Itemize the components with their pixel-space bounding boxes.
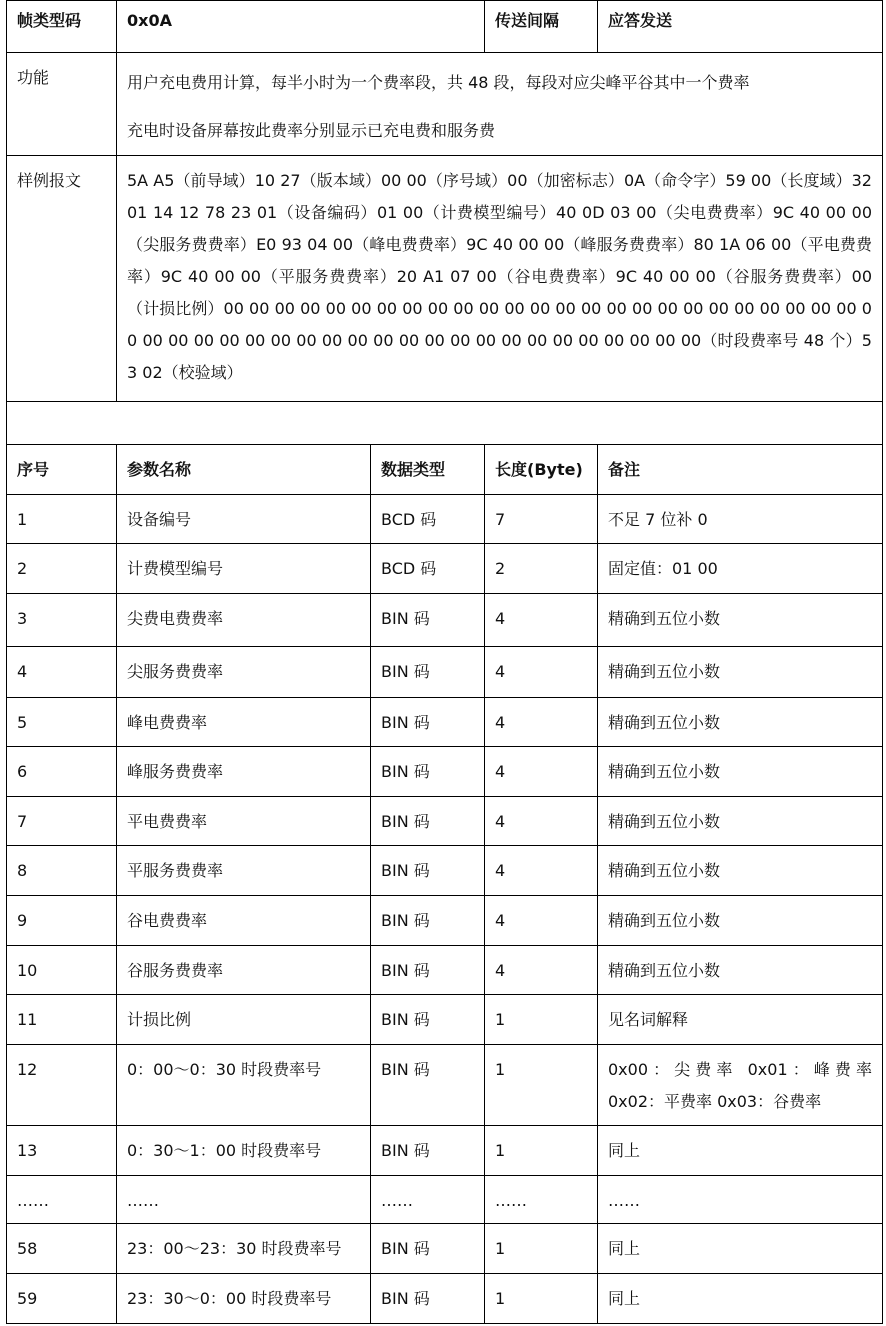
row-param-name: 0：00～0：30 时段费率号 (117, 1045, 371, 1126)
row-index: 8 (7, 846, 117, 896)
row-note: 精确到五位小数 (598, 698, 883, 747)
table-row (7, 647, 883, 698)
table-row (7, 1045, 883, 1126)
table-row (7, 1176, 883, 1224)
row-length: 1 (485, 1274, 598, 1324)
row-param-name: 谷电费费率 (117, 896, 371, 946)
response-label: 应答发送 (598, 1, 883, 53)
row-length: 4 (485, 698, 598, 747)
table-row (7, 544, 883, 594)
table-row (7, 747, 883, 797)
row-note: 不足 7 位补 0 (598, 495, 883, 544)
row-data-type: BIN 码 (371, 1126, 485, 1176)
row-note: 同上 (598, 1274, 883, 1324)
frame-header-row (7, 1, 883, 53)
col-header-name: 参数名称 (117, 445, 371, 495)
row-param-name: 尖费电费费率 (117, 594, 371, 647)
row-index: 9 (7, 896, 117, 946)
row-data-type: BIN 码 (371, 594, 485, 647)
table-row (7, 896, 883, 946)
table-row (7, 797, 883, 846)
table-row (7, 1274, 883, 1324)
row-note: 固定值：01 00 (598, 544, 883, 594)
table-row (7, 495, 883, 544)
row-data-type: BCD 码 (371, 544, 485, 594)
row-index: 4 (7, 647, 117, 698)
row-note: 精确到五位小数 (598, 946, 883, 995)
row-data-type: BIN 码 (371, 698, 485, 747)
row-param-name: 设备编号 (117, 495, 371, 544)
row-index: 11 (7, 995, 117, 1045)
row-param-name: 平电费费率 (117, 797, 371, 846)
row-index: 12 (7, 1045, 117, 1126)
sample-row (7, 156, 883, 402)
spacer-cell (7, 402, 883, 445)
row-data-type: BIN 码 (371, 896, 485, 946)
col-header-type: 数据类型 (371, 445, 485, 495)
row-index: 6 (7, 747, 117, 797)
param-header-row (7, 445, 883, 495)
row-note: 见名词解释 (598, 995, 883, 1045)
row-length: 4 (485, 946, 598, 995)
row-length: 7 (485, 495, 598, 544)
sample-label: 样例报文 (7, 156, 117, 402)
row-data-type: BCD 码 (371, 495, 485, 544)
row-param-name: 峰电费费率 (117, 698, 371, 747)
sample-text: 5A A5（前导域）10 27（版本域）00 00（序号域）00（加密标志）0A（命令字）59 00（长度域）32 01 14 12 78 23 01（设备编码）01 00（计费模型编号）40 0D 03 00（尖电费费率）9C 40 00 00（尖服务费费率）E0 93 04 00（峰电费费率）9C 40 00 00（峰服务费费率）80 1A 06 00（平电费费率）9C 40 00 00（平服务费费率）20 A1 07 00（谷电费费率）9C 40 00 00（谷服务费费率）00（计损比例）00 00 00 00 00 00 00 00 00 00 00 00 00 00 00 00 00 00 00 00 00 00 00 00 00 00 00 00 00 00 00 00 00 00 00 00 00 00 00 00 00 00 00 00 00 00 00 00（时段费率号 48 个）53 02（校验域） (117, 156, 883, 402)
row-note (598, 1045, 883, 1126)
table-row (7, 995, 883, 1045)
row-index: 58 (7, 1224, 117, 1274)
row-length: 4 (485, 797, 598, 846)
frame-type-value: 0x0A (117, 1, 485, 53)
row-index: 1 (7, 495, 117, 544)
row-note: 精确到五位小数 (598, 846, 883, 896)
col-header-index: 序号 (7, 445, 117, 495)
row-param-name: 尖服务费费率 (117, 647, 371, 698)
row-data-type: BIN 码 (371, 797, 485, 846)
row-param-name: …… (117, 1176, 371, 1224)
row-data-type: BIN 码 (371, 946, 485, 995)
row-index: 59 (7, 1274, 117, 1324)
function-content (117, 53, 883, 156)
table-row (7, 846, 883, 896)
row-note: 精确到五位小数 (598, 797, 883, 846)
frame-type-label: 帧类型码 (7, 1, 117, 53)
row-index: 10 (7, 946, 117, 995)
table-row (7, 698, 883, 747)
row-param-name: 计损比例 (117, 995, 371, 1045)
protocol-table (6, 0, 883, 1324)
row-note: 精确到五位小数 (598, 896, 883, 946)
row-data-type: BIN 码 (371, 1224, 485, 1274)
function-line-2: 充电时设备屏幕按此费率分别显示已充电费和服务费 (127, 121, 496, 140)
spacer-row (7, 402, 883, 445)
row-index: 3 (7, 594, 117, 647)
row-note: …… (598, 1176, 883, 1224)
row-note: 同上 (598, 1126, 883, 1176)
row-param-name: 0：30～1：00 时段费率号 (117, 1126, 371, 1176)
row-length: 4 (485, 846, 598, 896)
row-length: 4 (485, 747, 598, 797)
row-note: 精确到五位小数 (598, 647, 883, 698)
table-row (7, 1126, 883, 1176)
row-note: 精确到五位小数 (598, 747, 883, 797)
row-data-type: …… (371, 1176, 485, 1224)
table-row (7, 594, 883, 647)
row-length: 1 (485, 995, 598, 1045)
row-length: 1 (485, 1126, 598, 1176)
col-header-length: 长度(Byte) (485, 445, 598, 495)
row-param-name: 23：30～0：00 时段费率号 (117, 1274, 371, 1324)
row-length: 1 (485, 1224, 598, 1274)
row-param-name: 23：00～23：30 时段费率号 (117, 1224, 371, 1274)
row-data-type: BIN 码 (371, 995, 485, 1045)
row-index: 5 (7, 698, 117, 747)
row-param-name: 峰服务费费率 (117, 747, 371, 797)
row-data-type: BIN 码 (371, 747, 485, 797)
table-row (7, 1224, 883, 1274)
row-param-name: 谷服务费费率 (117, 946, 371, 995)
row-length: 2 (485, 544, 598, 594)
row-param-name: 计费模型编号 (117, 544, 371, 594)
row-length: 4 (485, 896, 598, 946)
row-length: 1 (485, 1045, 598, 1126)
row-index: 2 (7, 544, 117, 594)
transfer-interval-label: 传送间隔 (485, 1, 598, 53)
row-note: 同上 (598, 1224, 883, 1274)
row-length: …… (485, 1176, 598, 1224)
row-param-name: 平服务费费率 (117, 846, 371, 896)
row-note-line-2: 0x02：平费率 0x03：谷费率 (608, 1092, 822, 1111)
row-data-type: BIN 码 (371, 846, 485, 896)
row-index: 7 (7, 797, 117, 846)
row-data-type: BIN 码 (371, 1045, 485, 1126)
row-note: 精确到五位小数 (598, 594, 883, 647)
function-label: 功能 (7, 53, 117, 156)
table-row (7, 946, 883, 995)
row-length: 4 (485, 594, 598, 647)
row-index: …… (7, 1176, 117, 1224)
row-data-type: BIN 码 (371, 647, 485, 698)
row-data-type: BIN 码 (371, 1274, 485, 1324)
col-header-note: 备注 (598, 445, 883, 495)
function-line-1: 用户充电费用计算，每半小时为一个费率段，共 48 段，每段对应尖峰平谷其中一个费率 (127, 73, 750, 92)
function-row (7, 53, 883, 156)
row-length: 4 (485, 647, 598, 698)
row-index: 13 (7, 1126, 117, 1176)
row-note-line-1: 0x00：尖费率 0x01：峰费率 (608, 1060, 872, 1079)
